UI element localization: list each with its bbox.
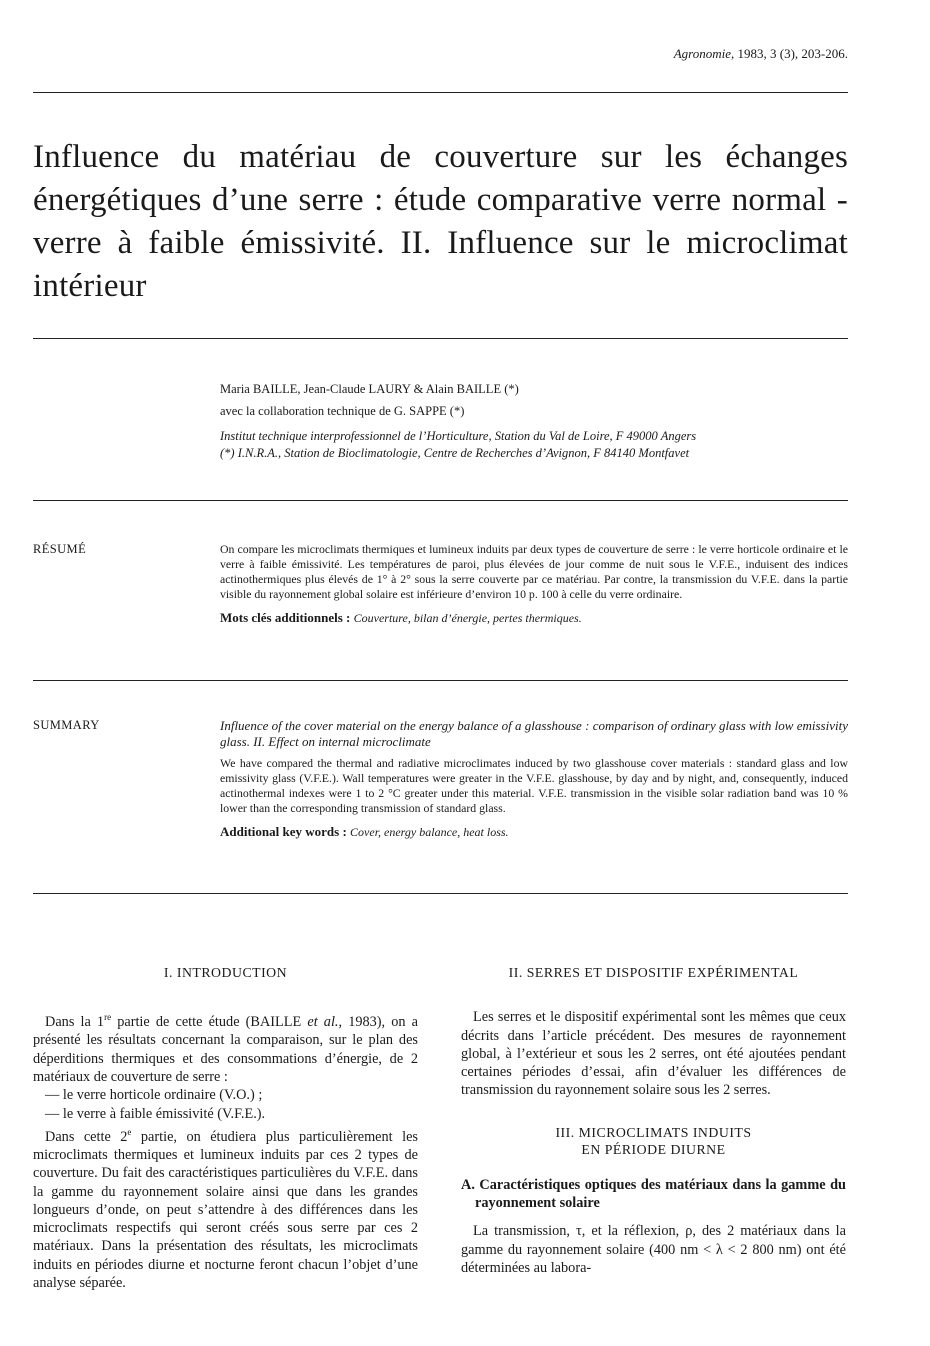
optics-paragraph: La transmission, τ, et la réflexion, ρ, des 2 matériaux dans la gamme du rayonnement solaire (400 nm < λ < 2 800 nm) ont été déterminées au labora-	[461, 1223, 846, 1276]
collaboration-note: avec la collaboration technique de G. SAPPE (*)	[220, 404, 465, 418]
author-names: Maria BAILLE, Jean-Claude LAURY & Alain BAILLE (*)	[220, 382, 519, 396]
resume-keywords	[220, 610, 848, 626]
summary-block	[220, 718, 848, 840]
resume-rule	[33, 680, 848, 681]
section-heading-introduction: I. INTRODUCTION	[163, 965, 288, 980]
summary-keywords-label: Additional key words :	[220, 824, 347, 839]
summary-title: Influence of the cover material on the energy balance of a glasshouse : comparison of ordinary glass with low emissivity glass. II. Effect on internal microclimate	[220, 718, 848, 749]
citation-details: 1983, 3 (3), 203-206.	[737, 46, 848, 61]
affiliation-1: Institut technique interprofessionnel de l’Horticulture, Station du Val de Loire, F 49000 Angers	[220, 429, 697, 443]
section-heading-microclimats: III. MICROCLIMATS INDUITS EN PÉRIODE DIURNE	[555, 1124, 752, 1157]
resume-label: RÉSUMÉ	[33, 542, 87, 556]
author-block	[220, 381, 848, 462]
right-column	[461, 964, 846, 1277]
intro-paragraph-2: Dans cette 2e partie, on étudiera plus particulièrement les microclimats thermiques et lumineux induits par ces 2 types de couverture. Du fait des caractéristiques particulières du V.F.E. dans la gamme du rayonnement solaire ainsi que dans les grandes longueurs d’onde, on peut s’attendre à des différences dans les microclimats respectifs qui seront créés sous serre par ces 2 matériaux. Dans la présentation des résultats, les microclimats induits en périodes diurne et nocturne feront chacun l’objet d’une analyse séparée.	[33, 1126, 418, 1291]
authors-rule	[33, 500, 848, 501]
summary-label: SUMMARY	[33, 718, 100, 732]
resume-keywords-label: Mots clés additionnels :	[220, 610, 351, 625]
summary-keywords-text: Cover, energy balance, heat loss.	[350, 825, 509, 839]
serres-paragraph: Les serres et le dispositif expérimental sont les mêmes que ceux décrits dans l’article précédent. Des mesures de rayonnement global, à l’extérieur et sous les 2 serres, ont été ajoutées pendant certaines périodes d’essai, afin d’évaluer les différences de transmission du rayonnement solaire sous les 2 serres.	[461, 1009, 846, 1099]
left-column	[33, 964, 418, 1292]
summary-rule	[33, 893, 848, 894]
top-rule	[33, 92, 848, 93]
resume-text: On compare les microclimats thermiques et lumineux induits par deux types de couverture de serre : le verre horticole ordinaire et le verre à faible émissivité. Les températures de paroi, plus élevées de jour comme de nuit sous le V.F.E., induisent des indices actinothermiques plus élevés de 1° à 2° sous la serre couverte par ce matériau. Par contre, la transmission du V.F.E. dans la partie visible du rayonnement global solaire est inférieure d’environ 10 p. 100 à celle du verre ordinaire.	[220, 542, 848, 601]
affiliation-2: (*) I.N.R.A., Station de Bioclimatologie, Centre de Recherches d’Avignon, F 84140 Montfavet	[220, 446, 690, 460]
subsection-heading: A. Caractéristiques optiques des matériaux dans la gamme du rayonnement solaire	[461, 1176, 846, 1212]
journal-name: Agronomie,	[673, 46, 735, 61]
article-title: Influence du matériau de couverture sur les échanges énergétiques d’une serre : étude comparative verre normal - verre à faible émissivité. II. Influence sur le microclimat intérieur	[33, 139, 848, 304]
intro-paragraph-1: Dans la 1re partie de cette étude (BAILLE et al., 1983), on a présenté les résultats concernant la comparaison, sur le plan des déperditions thermiques et des consommations d’énergie, de 2 matériaux de couverture de serre :	[33, 1012, 419, 1085]
citation-author: BAILLE	[250, 1014, 302, 1031]
section-heading-serres: II. SERRES ET DISPOSITIF EXPÉRIMENTAL	[508, 965, 799, 980]
summary-keywords	[220, 824, 848, 840]
list-item: — le verre horticole ordinaire (V.O.) ;	[45, 1087, 263, 1104]
resume-keywords-text: Couverture, bilan d’énergie, pertes thermiques.	[353, 611, 582, 625]
title-rule	[33, 338, 848, 339]
list-item: — le verre à faible émissivité (V.F.E.).	[45, 1105, 266, 1122]
resume-block	[220, 542, 848, 626]
summary-text: We have compared the thermal and radiative microclimates induced by two glasshouse cover materials : standard glass and low emissivity glass (V.F.E.). Wall temperatures were greater in the V.F.E. glasshouse, by day and by night, and, consequently, induced actinothermal indexes were 1 to 2 °C greater under this material. V.F.E. transmission in the visible solar radiation band was 10 % lower than the corresponding transmission of standard glass.	[220, 756, 848, 815]
journal-citation	[674, 46, 848, 62]
